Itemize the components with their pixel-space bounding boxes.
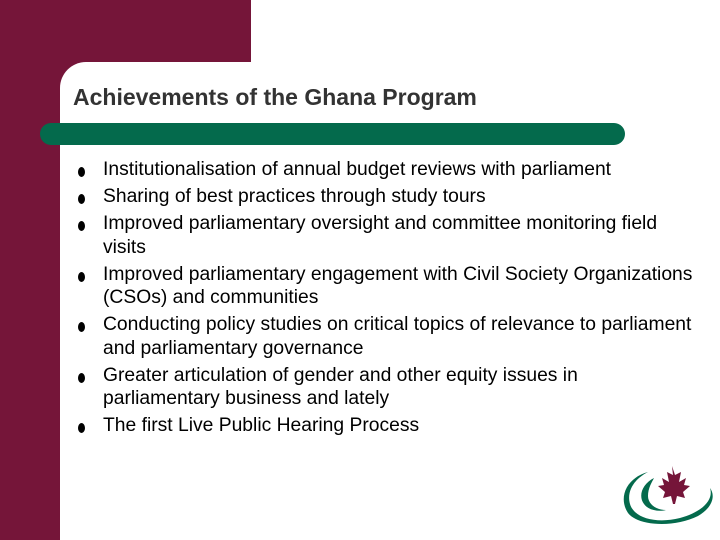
list-item-text: Improved parliamentary oversight and committee monitoring field visits [103,213,658,258]
slide-title: Achievements of the Ghana Program [73,84,477,110]
list-item [78,263,698,310]
bullet-icon [78,194,85,204]
bullet-icon [78,272,85,282]
list-item [78,364,698,411]
title-underline-bar [40,123,625,145]
list-item-text: Institutionalisation of annual budget reviews with parliament [103,159,612,180]
list-item-text: Sharing of best practices through study tours [103,186,486,207]
bullet-icon [78,167,85,177]
bullet-list [78,158,698,441]
bullet-icon [78,221,85,231]
list-item [78,313,698,360]
bullet-icon [78,373,85,383]
list-item [78,158,698,182]
list-item-text: Conducting policy studies on critical topics of relevance to parliament and parliamentary governance [103,314,692,359]
bullet-icon [78,423,85,433]
bullet-icon [78,322,85,332]
list-item [78,414,698,438]
list-item-text: Greater articulation of gender and other equity issues in parliamentary business and lately [103,364,578,409]
maple-leaf-swirl-logo-icon [614,458,718,530]
list-item-text: Improved parliamentary engagement with Civil Society Organizations (CSOs) and communities [103,263,693,308]
list-item [78,212,698,259]
list-item [78,185,698,209]
list-item-text: The first Live Public Hearing Process [103,415,420,436]
